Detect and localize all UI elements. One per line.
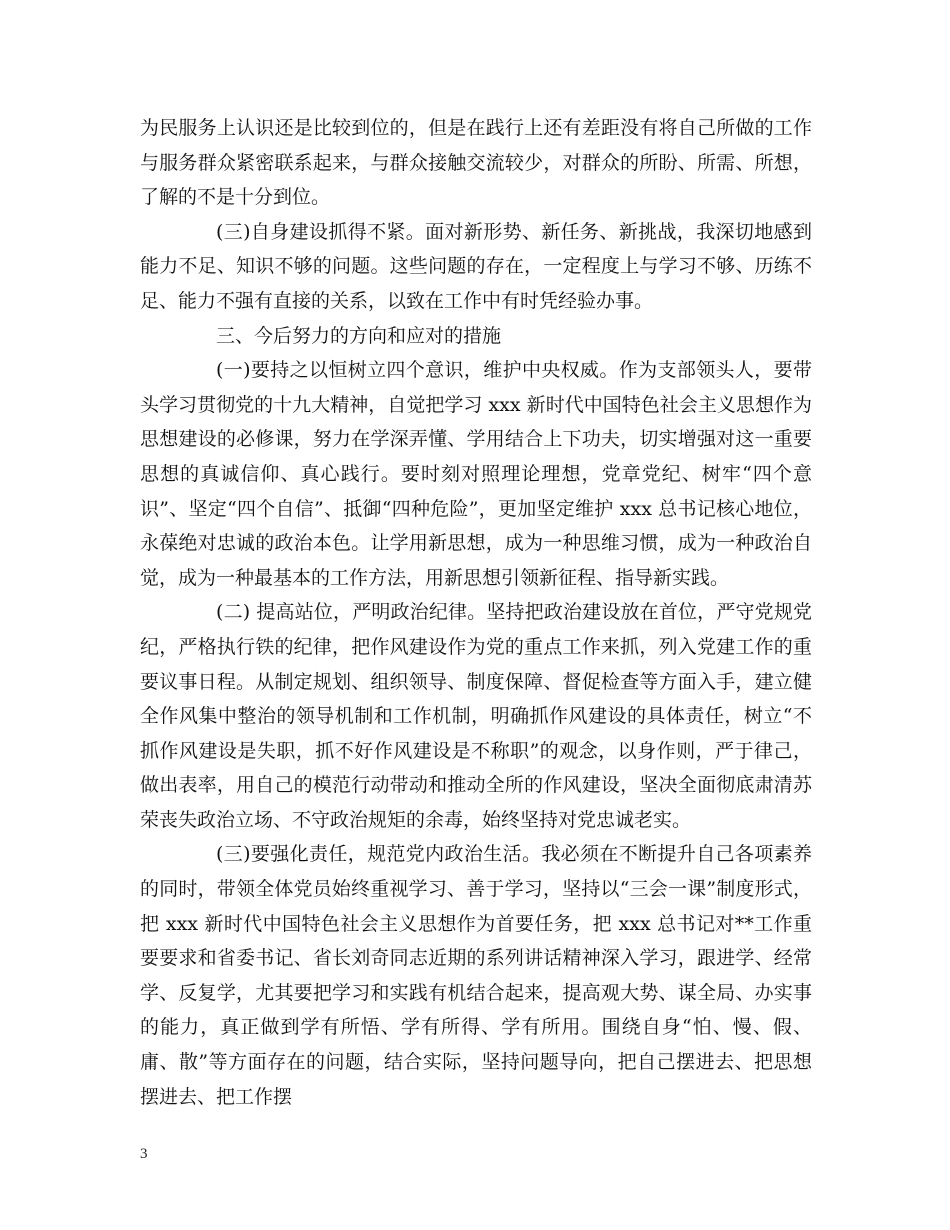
page-number: 3 <box>140 1146 148 1162</box>
paragraph-continuation: 为民服务上认识还是比较到位的，但是在践行上还有差距没有将自己所做的工作与服务群众紧密联系起来，与群众接触交流较少，对群众的所盼、所需、所想，了解的不是十分到位。 <box>140 117 812 209</box>
paragraph-political-discipline: (二) 提高站位，严明政治纪律。坚持把政治建设放在首位，严守党规党纪，严格执行铁的纪律，把作风建设作为党的重点工作来抓，列入党建工作的重要议事日程。从制定规划、组织领导、制度保障、督促检查等方面入手，建立健全作风集中整治的领导机制和工作机制，明确抓作风建设的具体责任，树立“不抓作风建设是失职，抓不好作风建设是不称职”的观念，以身作则，严于律己，做出表率，用自己的模范行动带动和推动全所的作风建设，坚决全面彻底肃清苏荣丧失政治立场、不守政治规矩的余毒，始终坚持对党忠诚老实。 <box>140 601 812 831</box>
paragraph-four-consciousness: (一)要持之以恒树立四个意识，维护中央权威。作为支部领头人，要带头学习贯彻党的十九大精神，自觉把学习 xxx 新时代中国特色社会主义思想作为思想建设的必修课，努力在学深弄懂、学用结合上下功夫，切实增强对这一重要思想的真诚信仰、真心践行。要时刻对照理论理想，党章党纪、树牢“四个意识”、坚定“四个自信”、抵御“四种危险”，更加坚定维护 xxx 总书记核心地位，永葆绝对忠诚的政治本色。让学用新思想，成为一种思维习惯，成为一种政治自觉，成为一种最基本的工作方法，用新思想引领新征程、指导新实践。 <box>140 359 812 589</box>
section-heading-future-direction: 三、今后努力的方向和应对的措施 <box>216 324 502 347</box>
paragraph-party-political-life: (三)要强化责任，规范党内政治生活。我必须在不断提升自己各项素养的同时，带领全体党员始终重视学习、善于学习，坚持以“三会一课”制度形式，把 xxx 新时代中国特色社会主义思想作为首要任务，把 xxx 总书记对**工作重要要求和省委书记、省长刘奇同志近期的系列讲话精神深入学习，跟进学、经常学、反复学，尤其要把学习和实践有机结合起来，提高观大势、谋全局、办实事的能力，真正做到学有所悟、学有所得、学有所用。围绕自身“怕、慢、假、庸、散”等方面存在的问题，结合实际，坚持问题导向，把自己摆进去、把思想摆进去、把工作摆 <box>140 843 812 1108</box>
paragraph-self-construction: (三)自身建设抓得不紧。面对新形势、新任务、新挑战，我深切地感到能力不足、知识不够的问题。这些问题的存在，一定程度上与学习不够、历练不足、能力不强有直接的关系，以致在工作中有时凭经验办事。 <box>140 220 812 312</box>
document-body <box>140 111 812 1114</box>
